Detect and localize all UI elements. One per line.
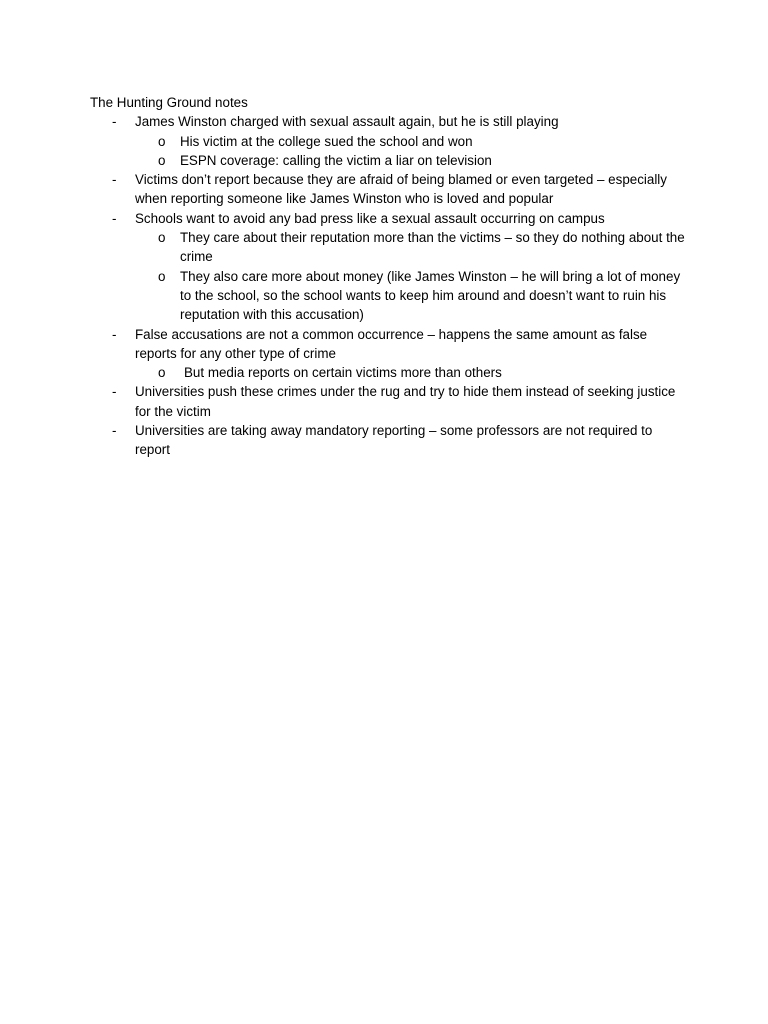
circle-bullet: o <box>158 230 166 246</box>
list-item <box>90 421 690 460</box>
dash-bullet: - <box>112 423 117 439</box>
document-title: The Hunting Ground notes <box>90 95 248 110</box>
circle-bullet: o <box>158 152 166 168</box>
circle-bullet: o <box>158 133 166 149</box>
sub-list <box>135 228 690 324</box>
sub-list-item-text: They also care more about money (like James Winston – he will bring a lot of money to the school, so the school wants to keep him around and doesn’t want to ruin his reputation with this accusation) <box>180 268 681 323</box>
dash-bullet: - <box>112 172 117 188</box>
list-item <box>90 209 690 325</box>
document-body <box>90 93 690 460</box>
list-item-text: False accusations are not a common occurrence – happens the same amount as false reports for any other type of crime <box>135 326 648 361</box>
sub-list <box>135 363 690 382</box>
sub-list-item <box>135 151 690 170</box>
sub-list-item <box>135 363 690 382</box>
list-item-text: Universities push these crimes under the rug and try to hide them instead of seeking justice for the victim <box>135 384 676 419</box>
sub-list-item-text: His victim at the college sued the school and won <box>180 133 473 149</box>
notes-list <box>90 112 690 459</box>
list-item <box>90 170 690 209</box>
list-item-text: Universities are taking away mandatory reporting – some professors are not required to report <box>135 423 653 458</box>
sub-list-item-text: ESPN coverage: calling the victim a liar on television <box>180 152 492 168</box>
dash-bullet: - <box>112 210 117 226</box>
list-item <box>90 382 690 421</box>
dash-bullet: - <box>112 384 117 400</box>
sub-list-item <box>135 228 690 267</box>
list-item-text: Schools want to avoid any bad press like a sexual assault occurring on campus <box>135 210 605 226</box>
circle-bullet: o <box>158 365 166 381</box>
sub-list-item-text: They care about their reputation more than the victims – so they do nothing about the crime <box>180 230 685 265</box>
sub-list-item <box>135 267 690 325</box>
dash-bullet: - <box>112 326 117 342</box>
list-item-text: Victims don’t report because they are afraid of being blamed or even targeted – especially when reporting someone like James Winston who is loved and popular <box>135 172 667 207</box>
list-item <box>90 112 690 170</box>
sub-list-item <box>135 132 690 151</box>
dash-bullet: - <box>112 114 117 130</box>
list-item <box>90 325 690 383</box>
sub-list-item-text: But media reports on certain victims more than others <box>184 365 502 381</box>
list-item-text: James Winston charged with sexual assault again, but he is still playing <box>135 114 559 130</box>
sub-list <box>135 132 690 171</box>
circle-bullet: o <box>158 268 166 284</box>
